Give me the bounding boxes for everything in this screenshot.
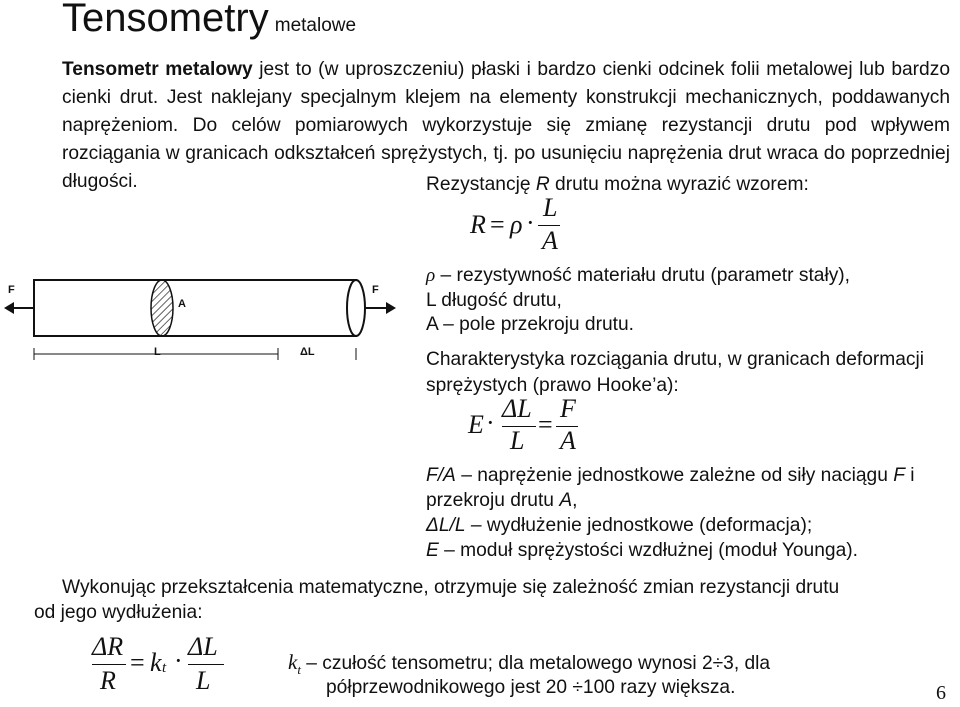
length-label: L: [154, 346, 161, 358]
legend-length: L długość drutu,: [426, 290, 562, 311]
force-label-left: F: [8, 284, 15, 296]
legend-area: A – pole przekroju drutu.: [426, 314, 635, 335]
kt-note-line2: półprzewodnikowego jest 20 ÷100 razy większa.: [326, 677, 736, 698]
hooke-line2: sprężystych (prawo Hooke’a):: [426, 375, 679, 396]
legend-strain: ΔL/L – wydłużenie jednostkowe (deformacja);: [426, 515, 813, 536]
title-sub: metalowe: [274, 15, 357, 36]
hooke-formula: E · ΔL L = F A: [468, 398, 588, 458]
page-number: 6: [936, 682, 946, 704]
resistance-intro: Rezystancję R drutu można wyrazić wzorem:: [426, 174, 809, 195]
area-label: A: [178, 298, 186, 310]
title-main: Tensometry: [62, 0, 269, 40]
legend-young: E – moduł sprężystości wzdłużnej (moduł Younga).: [426, 540, 858, 561]
legend-rho: ρ – rezystywność materiału drutu (parametr stały),: [426, 265, 851, 286]
intro-bold-term: Tensometr metalowy: [62, 59, 253, 80]
cross-section-area: [151, 280, 173, 336]
transform-line1: Wykonując przekształcenia matematyczne, otrzymuje się zależność zmian rezystancji drutu: [62, 577, 840, 598]
wire-diagram: [0, 262, 400, 372]
wire-end-cap: [347, 280, 365, 336]
wire-body: [34, 280, 356, 336]
legend-stress: F/A – naprężenie jednostkowe zależne od siły naciągu F i: [426, 465, 915, 486]
resistance-formula: R = ρ · L A: [470, 198, 590, 258]
force-label-right: F: [372, 284, 379, 296]
legend-stress-line2: przekroju drutu A,: [426, 490, 578, 511]
hooke-line1: Charakterystyka rozciągania drutu, w granicach deformacji: [426, 349, 925, 370]
delta-length-label: ΔL: [300, 346, 315, 358]
final-formula: ΔR R = k t · ΔL L: [92, 632, 232, 702]
arrow-head-left-icon: [4, 302, 14, 314]
kt-note-line1: $k_t$ – czułość tensometru; dla metalowego wynosi 2÷3, dla: [288, 650, 771, 677]
page-title: [62, 0, 356, 50]
arrow-head-right-icon: [386, 302, 396, 314]
transform-line2: od jego wydłużenia:: [34, 602, 203, 623]
intro-text: jest to (w uproszczeniu) płaski i bardzo cienki odcinek folii metalowej lub bardzo cienki drut. Jest naklejany specjalnym klejem na elementy konstrukcji mechanicznych, poddawanych naprężeniom. Do celów pomiarowych wykorzystuje się zmianę rezystancji drutu pod wpływem rozciągania w granicach odkształceń sprężystych, tj. po usunięciu naprężenia drut wraca do poprzedniej długości.: [62, 59, 950, 192]
